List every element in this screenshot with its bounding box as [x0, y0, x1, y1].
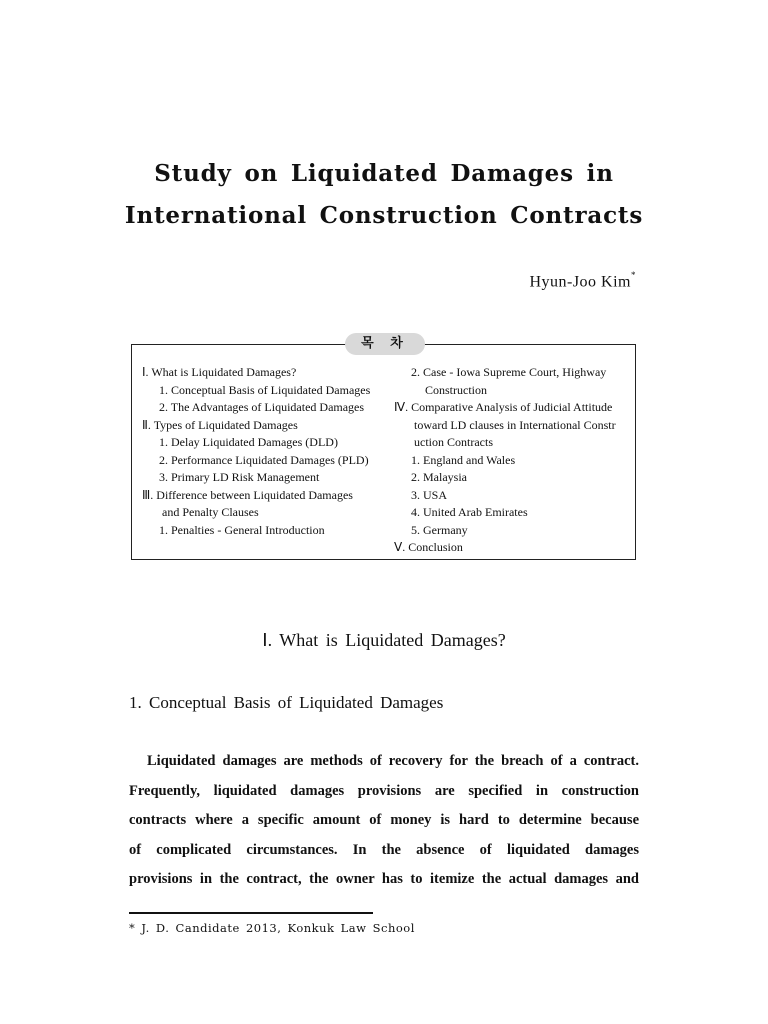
body-line: contracts where a specific amount of money is hard to determine because: [129, 812, 639, 828]
toc-item: 5. Germany: [411, 522, 468, 537]
toc-item: Construction: [425, 382, 487, 397]
toc-item: Ⅳ. Comparative Analysis of Judicial Attitude: [394, 400, 613, 414]
author-name: Hyun-Joo Kim: [529, 273, 631, 291]
toc-item: 3. USA: [411, 487, 448, 502]
toc-item: 1. England and Wales: [411, 452, 516, 467]
toc-item: and Penalty Clauses: [162, 505, 259, 519]
paper-title-line-1: Study on Liquidated Damages in: [154, 160, 614, 187]
toc-item: 2. Malaysia: [411, 470, 467, 484]
toc-item: 1. Delay Liquidated Damages (DLD): [159, 435, 338, 449]
toc-item: Ⅰ. What is Liquidated Damages?: [142, 365, 297, 379]
footnote: * J. D. Candidate 2013, Konkuk Law School: [129, 921, 415, 935]
toc-left-column: [142, 364, 392, 539]
toc-item: 1. Conceptual Basis of Liquidated Damages: [159, 382, 371, 397]
toc-item: 3. Primary LD Risk Management: [159, 470, 320, 484]
toc-badge: 목 차: [345, 333, 425, 355]
section-heading: Ⅰ. What is Liquidated Damages?: [262, 630, 506, 650]
toc-item: toward LD clauses in International Constr: [414, 417, 616, 432]
toc-item: 2. Performance Liquidated Damages (PLD): [159, 452, 369, 467]
toc-item: Ⅲ. Difference between Liquidated Damages: [142, 487, 353, 502]
toc-item: Ⅱ. Types of Liquidated Damages: [142, 417, 298, 432]
subsection-heading: 1. Conceptual Basis of Liquidated Damages: [129, 693, 444, 712]
author-footnote-mark: *: [631, 270, 636, 280]
toc-item: uction Contracts: [414, 435, 493, 449]
body-line: provisions in the contract, the owner has to itemize the actual damages and: [129, 871, 639, 887]
toc-item: 4. United Arab Emirates: [411, 505, 528, 519]
toc-item: 2. The Advantages of Liquidated Damages: [159, 400, 365, 414]
body-paragraph: [129, 747, 639, 895]
paper-title-line-2: International Construction Contracts: [124, 202, 644, 229]
toc-right-column: [394, 364, 634, 557]
footnote-rule: [129, 912, 373, 914]
body-line: Liquidated damages are methods of recovery for the breach of a contract.: [147, 753, 639, 769]
body-line: of complicated circumstances. In the absence of liquidated damages: [129, 841, 639, 858]
toc-item: 1. Penalties - General Introduction: [159, 522, 325, 537]
author: [529, 272, 636, 291]
table-of-contents: [131, 336, 636, 560]
body-line: Frequently, liquidated damages provisions are specified in construction: [129, 782, 639, 799]
toc-item: 2. Case - Iowa Supreme Court, Highway: [411, 365, 607, 379]
toc-item: Ⅴ. Conclusion: [394, 540, 463, 554]
